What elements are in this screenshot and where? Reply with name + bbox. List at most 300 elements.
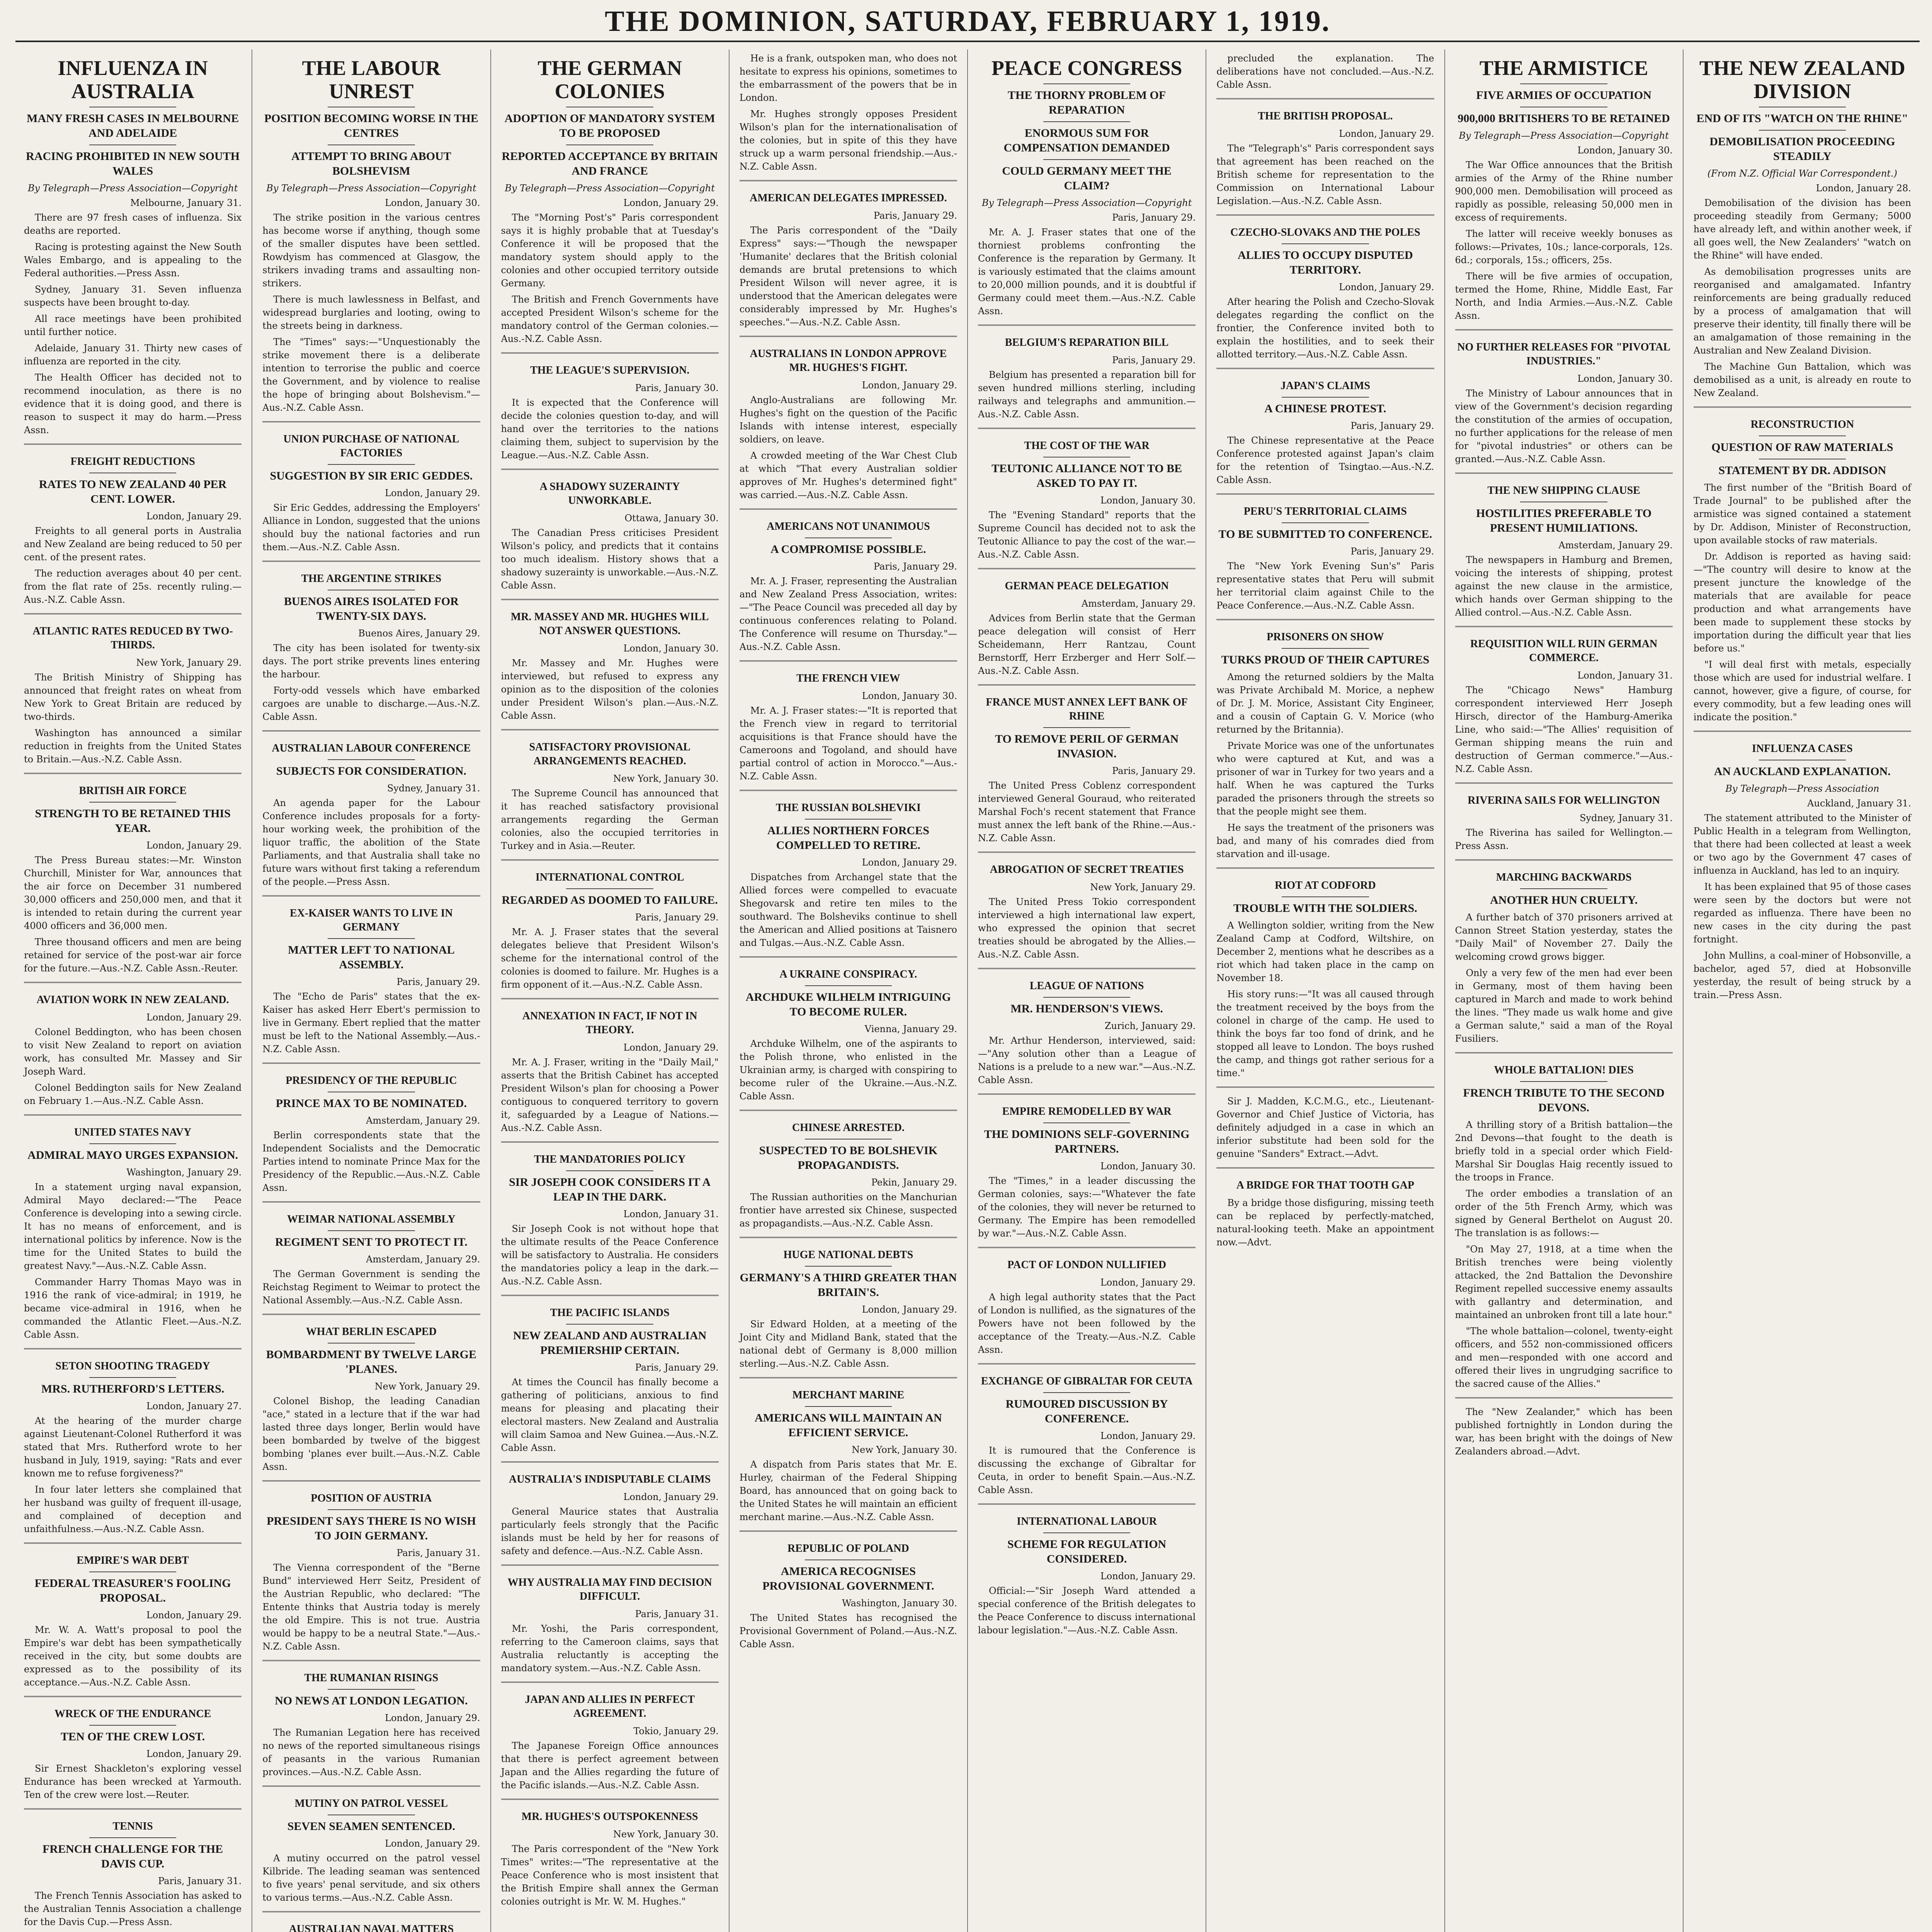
article-divider [740,180,957,181]
article-paragraph: The Ministry of Labour announces that in view of the Government's decision regarding the constitution of the armies of occupation, no further applications for the release of men for "pivotal industries" or others can be granted.—Aus.-N.Z. Cable Assn. [1455,388,1673,464]
article-headline: RIOT AT CODFORD [1275,879,1376,891]
article-headline: PRESIDENCY OF THE REPUBLIC [286,1075,457,1087]
heading-rule [328,1343,415,1344]
article-byline: By Telegraph—Press Association [1725,783,1879,794]
article-paragraph: Mr. A. J. Fraser, writing in the "Daily Mail," asserts that the British Cabinet has accepted President Wilson's plan for choosing a Power contiguous to conquered territory to govern it, safeguarded by a League of Nations.—Aus.-N.Z. Cable Assn. [501,1057,719,1133]
heading-rule [1520,888,1607,889]
article [740,1377,957,1524]
article-paragraph: There will be five armies of occupation, termed the Home, Rhine, Middle East, Far North, and India Armies.—Aus.-N.Z. Cable Assn. [1455,271,1673,321]
article-paragraph: Sir J. Madden, K.C.M.G., etc., Lieutenant-Governor and Chief Justice of Victoria, has definitely adjudged in a case in which an inferior substitute had been sold for the genuine "Sanders" Extract.—Advt. [1216,1096,1434,1159]
article-paragraph: Private Morice was one of the unfortunates who were captured at Kut, and was a prisoner of war in Turkey for two years and a half. When he was captured the Turks paraded the prisoners through the streets so that the people might see them. [1216,740,1434,817]
article-subheading: ANOTHER HUN CRUELTY. [1490,894,1638,906]
article-paragraph: A high legal authority states that the Pact of London is nullified, as the signatures of the Powers have not been followed by the acceptance of the Treaty.—Aus.-N.Z. Cable Assn. [978,1292,1196,1355]
article-paragraph: Commander Harry Thomas Mayo was in 1916 the rank of vice-admiral; in 1919, he became vice-admiral in 1916, when he commanded the Atlantic Fleet.—Aus.-N.Z. Cable Assn. [24,1277,242,1340]
article-subheading: SIR JOSEPH COOK CONSIDERS IT A LEAP IN THE DARK. [509,1176,711,1203]
article-divider [740,336,957,337]
heading-rule [805,1406,892,1407]
article-subheading: TO BE SUBMITTED TO CONFERENCE. [1218,528,1432,541]
article-divider [1455,782,1673,784]
article [1216,1087,1434,1160]
article-paragraph: The British and French Governments have accepted President Wilson's scheme for the mandatory control of the German colonies.—Aus.-N.Z. Cable Assn. [501,294,719,344]
article-paragraph: The "Echo de Paris" states that the ex-Kaiser has asked Herr Ebert's permission to live in Germany. Ebert replied that the matter must be left to the National Assembly.—Aus.-N.Z. Cable Assn. [262,991,480,1054]
newspaper-masthead [0,0,1932,44]
article-paragraph: The Paris correspondent of the "Daily Express" says:—"Though the newspaper 'Humanite' declares that the British colonial demands are brutal pretensions to which President Wilson will never agree, it is understood that the American delegates were considerably impressed by Mr. Hughes's speeches."—Aus.-N.Z. Cable Assn. [739,225,957,328]
article-dateline: London, January 29. [385,488,480,498]
article [262,1063,480,1194]
heading-rule [1759,130,1846,131]
heading-rule [1043,1392,1130,1393]
article [501,859,719,991]
heading-rule [1759,435,1846,436]
column-1 [14,49,252,1932]
heading-rule [805,537,892,538]
article-headline: MARCHING BACKWARDS [1496,871,1632,883]
article-dateline: London, January 31. [1577,670,1673,681]
article-byline: By Telegraph—Press Association—Copyright [505,183,715,194]
article-subheading: RUMOURED DISCUSSION BY CONFERENCE. [1005,1398,1168,1425]
article-dateline: Paris, January 29. [1112,355,1196,366]
article-paragraph: The Canadian Press criticises President Wilson's policy, and predicts that it contains too much idealism. History shows that a shadowy suzerainty is unworkable.—Aus.-N.Z. Cable Assn. [501,527,719,591]
article-divider [1455,626,1673,627]
article-divider [1455,329,1673,330]
article-divider [1455,473,1673,474]
article-dateline: London, January 29. [146,1748,242,1759]
article [1216,214,1434,361]
article-paragraph: The "New Zealander," which has been published fortnightly in London during the war, has been bright with the doings of New Zealanders abroad.—Advt. [1455,1406,1673,1457]
article-paragraph: The "Chicago News" Hamburg correspondent interviewed Herr Joseph Hirsch, director of the Hamburg-Amerika Line, who said:—"The Allies' requisition of German shipping means the ruin and destruction of German commerce."—Aus.-N.Z. Cable Assn. [1455,685,1673,774]
article [740,52,957,173]
article-paragraph: At the hearing of the murder charge against Lieutenant-Colonel Rutherford it was stated that Mrs. Rutherford wrote to her husband in July, 1919, saying: "Rats and ever known me to refuse forgiveness?" [24,1415,242,1479]
article-headline: PACT OF LONDON NULLIFIED [1007,1259,1167,1271]
article-paragraph: A crowded meeting of the War Chest Club at which "That every Australian soldier approves of Mr. Hughes's determined fight" was carried.—Aus.-N.Z. Cable Assn. [739,450,957,500]
article-dateline: New York, January 29. [136,657,242,668]
article-dateline: London, January 30. [1100,495,1196,506]
article-paragraph: Colonel Beddington, who has been chosen to visit New Zealand to report on aviation work, has consulted Mr. Massey and Sir Joseph Ward. [24,1027,242,1077]
article-paragraph: Mr. Yoshi, the Paris correspondent, referring to the Cameroon claims, says that Australia reluctantly is accepting the mandatory system.—Aus.-N.Z. Cable Assn. [501,1623,719,1673]
article-headline: HUGE NATIONAL DEBTS [783,1249,913,1261]
article-subheading: COULD GERMANY MEET THE CLAIM? [1002,165,1172,192]
article-paragraph: Colonel Bishop, the leading Canadian "ace," stated in a lecture that if the war had lasted three days longer, Berlin would have been bombarded by twelve of the biggest bombing 'planes ever built.—Aus.-N.Z. Cable Assn. [262,1396,480,1472]
article-headline: INFLUENZA IN AUSTRALIA [58,56,208,103]
article [740,790,957,949]
article [1216,493,1434,612]
article [978,325,1196,421]
article-headline: GERMAN PEACE DELEGATION [1005,580,1169,592]
article-paragraph: There are 97 fresh cases of influenza. Six deaths are reported. [24,212,242,236]
article-dateline: London, January 30. [1100,1161,1196,1172]
article-subheading: FIVE ARMIES OF OCCUPATION [1476,89,1651,102]
article-paragraph: The Machine Gun Battalion, which was demobilised as a unit, is already en route to New Zealand. [1693,361,1911,398]
article-divider [1216,493,1434,495]
article-headline: ATLANTIC RATES REDUCED BY TWO-THIRDS. [32,625,233,651]
article-paragraph: His story runs:—"It was all caused through the treatment received by the boys from the colonel in charge of the camp. He used to think the boys far too fond of drink, and he stopped all leave to London. The boys rushed the camp, and things got rather serious for a time." [1216,989,1434,1078]
article [501,1295,719,1454]
article-subheading: AMERICA RECOGNISES PROVISIONAL GOVERNMENT. [762,1565,934,1592]
article-headline: THE LABOUR UNREST [302,56,441,103]
article-headline: NO FURTHER RELEASES FOR "PIVOTAL INDUSTRIES." [1457,341,1671,367]
article-dateline: Amsterdam, January 29. [1558,540,1673,551]
article-divider [501,729,719,730]
article-divider [740,956,957,957]
article-paragraph: Sir Edward Holden, at a meeting of the Joint City and Midland Bank, stated that the national debt of Germany is 8,000 million sterling.—Aus.-N.Z. Cable Assn. [739,1319,957,1369]
article-headline: THE RUSSIAN BOLSHEVIKI [776,802,921,814]
article-headline: EMPIRE'S WAR DEBT [77,1554,189,1566]
article-dateline: Paris, January 29. [1350,546,1434,557]
article [24,1696,242,1801]
article-paragraph: Dr. Addison is reported as having said:—"The country will desire to know at the present juncture the knowledge of the materials that are available for peace production and what arrangements have been made to supplement these stocks by importation during the difficult year that lies before us." [1693,551,1911,654]
article-paragraph: The strike position in the various centres has become worse if anything, though some of the smaller disputes have been settled. Rowdyism has commenced at Glasgow, the strikers invading trams and assaulting non-strikers. [262,212,480,289]
article-paragraph: precluded the explanation. The deliberations have not concluded.—Aus.-N.Z. Cable Assn. [1216,53,1434,90]
article [740,1110,957,1230]
article-dateline: Paris, January 31. [158,1876,242,1886]
article-divider [1455,1052,1673,1053]
article-subheading: SCHEME FOR REGULATION CONSIDERED. [1007,1538,1167,1565]
article-headline: SATISFACTORY PROVISIONAL ARRANGEMENTS REACHED. [529,741,690,767]
article-subheading: NO NEWS AT LONDON LEGATION. [275,1694,468,1707]
article [262,895,480,1056]
article [24,1543,242,1689]
article-paragraph: Demobilisation of the division has been proceeding steadily from Germany; 5000 have already left, and within another week, if all goes well, the New Zealanders' "watch on the Rhine" will have ended. [1693,197,1911,261]
column-2 [252,49,490,1932]
article-dateline: London, January 29. [146,840,242,851]
heading-rule [328,464,415,465]
article-dateline: London, January 29. [862,857,957,868]
article-paragraph: A dispatch from Paris states that Mr. E. Hurley, chairman of the Federal Shipping Board, has announced that on going back to the United States he will maintain an efficient merchant marine.—Aus.-N.Z. Cable Assn. [739,1459,957,1522]
article-dateline: Paris, January 30. [635,383,719,393]
article-paragraph: Belgium has presented a reparation bill for seven hundred millions sterling, including railways and telegraphs and ammunition.—Aus.-N.Z. Cable Assn. [978,369,1196,420]
article [262,730,480,888]
article-headline: INTERNATIONAL LABOUR [1017,1515,1157,1527]
article-dateline: New York, January 29. [374,1381,480,1392]
article-divider [501,1682,719,1683]
article-dateline: Paris, January 31. [396,1548,480,1558]
article-paragraph: The United Press Coblenz correspondent interviewed General Gouraud, who reiterated Marshal Foch's recent statement that France must annex the left bank of the Rhine.—Aus.-N.Z. Cable Assn. [978,780,1196,844]
article [1455,1397,1673,1458]
article-divider [740,1531,957,1532]
article-subheading: TO REMOVE PERIL OF GERMAN INVASION. [995,733,1179,760]
article-paragraph: Mr. W. A. Watt's proposal to pool the Empire's war debt has been sympathetically received in the city, but some doubts are expressed as to the possibility of its acceptance.—Aus.-N.Z. Cable Assn. [24,1624,242,1688]
heading-rule [566,1324,653,1325]
article-subheading: REPORTED ACCEPTANCE BY BRITAIN AND FRANCE [502,150,718,177]
article-paragraph: The "New York Evening Sun's" Paris representative states that Peru will submit her territorial claim against Chile to the Peace Conference.—Aus.-N.Z. Cable Assn. [1216,561,1434,611]
article-divider [501,1141,719,1143]
article-paragraph: Among the returned soldiers by the Malta was Private Archibald M. Morice, a nephew of Dr. J. M. Morice, Assistant City Engineer, and a cousin of Captain G. V. Morice (who returned by the Britannia). [1216,672,1434,735]
article-divider [978,568,1196,569]
article-headline: THE FRENCH VIEW [796,672,900,684]
heading-rule [805,1266,892,1267]
article [740,956,957,1103]
article-headline: MUTINY ON PATROL VESSEL [294,1798,448,1810]
article-headline: PERU'S TERRITORIAL CLAIMS [1243,505,1407,517]
article-dateline: Zurich, January 29. [1104,1020,1196,1031]
article-divider [262,421,480,422]
article-divider [1216,1167,1434,1168]
article-divider [501,469,719,470]
article [1216,619,1434,861]
article-byline: By Telegraph—Press Association—Copyright [1459,130,1669,141]
article-divider [740,1377,957,1378]
article-divider [501,352,719,354]
article-dateline: London, January 30. [623,643,719,654]
article-paragraph: Sir Joseph Cook is not without hope that the ultimate results of the Peace Conference will be satisfactory to Australia. He considers the mandatories policy a leap in the dark.—Aus.-N.Z. Cable Assn. [501,1223,719,1287]
heading-rule [805,985,892,986]
heading-rule [566,1170,653,1171]
article [1694,56,1911,400]
article-paragraph: Sir Ernest Shackleton's exploring vessel Endurance has been wrecked at Yarmouth. Ten of the crew were lost.—Reuter. [24,1763,242,1800]
heading-rule [89,1377,176,1378]
article-paragraph: Mr. A. J. Fraser states that one of the thorniest problems confronting the Conference is the reparation by Germany. It is variously estimated that the claims amount to 20,000 million pounds, and it is doubtful if Germany could meet them.—Aus.-N.Z. Cable Assn. [978,227,1196,316]
article-divider [978,1503,1196,1505]
article-paragraph: "I will deal first with metals, especially those which are used for industrial welfare. I cannot, however, give a figure, of course, for every commodity, but a few leading ones will indicate the position." [1693,659,1911,723]
article-paragraph: He says the treatment of the prisoners was bad, and many of his comrades died from starvation and ill-usage. [1216,822,1434,859]
article-headline: INFLUENZA CASES [1752,743,1853,755]
article-headline: AUSTRALIA'S INDISPUTABLE CLAIMS [509,1473,711,1485]
article-paragraph: John Mullins, a coal-miner of Hobsonville, a bachelor, aged 57, died at Hobsonville yesterday, the result of being struck by a train.—Press Assn. [1693,950,1911,1000]
article [1455,56,1673,322]
article [1216,52,1434,91]
article-subheading: RACING PROHIBITED IN NEW SOUTH WALES [26,150,240,177]
article-paragraph: He is a frank, outspoken man, who does not hesitate to express his opinions, sometimes to the embarrassment of the powers that be in London. [739,53,957,103]
article-paragraph: The "Times," in a leader discussing the German colonies, says:—"Whatever the fate of the colonies, they will never be returned to Germany. The Empire has been remodelled by war."—Aus.-N.Z. Cable Assn. [978,1175,1196,1239]
article-headline: FREIGHT REDUCTIONS [70,456,195,468]
article-dateline: London, January 29. [1100,1571,1196,1582]
article [501,1682,719,1792]
article-dateline: Sydney, January 31. [1580,813,1673,823]
article-paragraph: The "Telegraph's" Paris correspondent says that agreement has been reached on the British scheme for representation to the Commission on International Labour Legislation.—Aus.-N.Z. Cable Assn. [1216,143,1434,206]
article-headline: RECONSTRUCTION [1750,418,1854,430]
article-headline: A UKRAINE CONSPIRACY. [779,968,917,980]
article [262,1480,480,1653]
article [1694,731,1911,1002]
article-subheading: ATTEMPT TO BRING ABOUT BOLSHEVISM [291,150,451,177]
article-headline: AUSTRALIANS IN LONDON APPROVE MR. HUGHES'S FIGHT. [750,348,947,374]
article [501,599,719,722]
article-subheading: PRESIDENT SAYS THERE IS NO WISH TO JOIN GERMANY. [267,1515,476,1542]
article [978,684,1196,845]
article-paragraph: Washington has announced a similar reduction in freights from the United States to Britain.—Aus.-N.Z. Cable Assn. [24,728,242,765]
article-subheading: MANY FRESH CASES IN MELBOURNE AND ADELAIDE [27,112,239,139]
article-byline: By Telegraph—Press Association—Copyright [27,183,238,194]
article-paragraph: Official:—"Sir Joseph Ward attended a special conference of the British delegates to the Peace Conference to discuss international labour legislation."—Aus.-N.Z. Cable Assn. [978,1585,1196,1636]
article-divider [978,852,1196,853]
article-paragraph: An agenda paper for the Labour Conference includes proposals for a forty-hour working week, the prohibition of the liquor traffic, the abolition of the State Parliaments, and that Australia shall take no future wars without first taking a referendum of the people.—Press Assn. [262,798,480,887]
article-headline: EMPIRE REMODELLED BY WAR [1002,1105,1172,1117]
article-divider [24,1348,242,1349]
article-paragraph: It has been explained that 95 of those cases were seen by the doctors but were not regarded as influenza. There have been no new cases in the city during the past fortnight. [1693,881,1911,945]
article-byline: (From N.Z. Official War Correspondent.) [1707,168,1897,179]
article-subheading: MR. HENDERSON'S VIEWS. [1010,1002,1163,1015]
article-dateline: Paris, January 29. [873,210,957,221]
article-dateline: London, January 30. [1577,373,1673,384]
article [24,56,242,437]
article [1216,1167,1434,1249]
article-dateline: London, January 30. [1577,145,1673,156]
article [740,660,957,783]
heading-rule [328,1689,415,1690]
article-divider [24,982,242,983]
article-paragraph: Mr. Massey and Mr. Hughes were interviewed, but refused to express any opinion as to the disposition of the colonies under President Wilson's plan.—Aus.-N.Z. Cable Assn. [501,658,719,721]
article-divider [24,444,242,445]
article-byline: By Telegraph—Press Association—Copyright [266,183,476,194]
article-headline: SETON SHOOTING TRAGEDY [55,1360,210,1372]
article-divider [24,1696,242,1697]
article [501,729,719,852]
article [262,1201,480,1307]
article [262,1660,480,1779]
article-headline: WHY AUSTRALIA MAY FIND DECISION DIFFICULT. [507,1577,712,1602]
article-paragraph: The German Government is sending the Reichstag Regiment to Weimar to protect the National Assembly.—Aus.-N.Z. Cable Assn. [262,1269,480,1306]
article-subheading: TROUBLE WITH THE SOLDIERS. [1233,902,1417,915]
column-7 [1444,49,1683,1932]
article-dateline: London, January 29. [146,511,242,522]
article-paragraph: There is much lawlessness in Belfast, and widespread burglaries and looting, owing to the streets being in darkness. [262,294,480,331]
heading-rule [1282,522,1369,523]
article-divider [740,1237,957,1238]
article-dateline: London, January 29. [862,1304,957,1315]
article-headline: UNITED STATES NAVY [74,1126,192,1138]
article-paragraph: A mutiny occurred on the patrol vessel Kilbride. The leading seaman was sentenced to five years' penal servitude, and six others to various terms.—Aus.-N.Z. Cable Assn. [262,1853,480,1903]
article-subheading: ENORMOUS SUM FOR COMPENSATION DEMANDED [1003,127,1170,154]
article-headline: THE PACIFIC ISLANDS [550,1307,670,1319]
heading-rule [1043,83,1130,84]
article-headline: RIVERINA SAILS FOR WELLINGTON [1468,794,1660,806]
article-paragraph: The statement attributed to the Minister of Public Health in a telegram from Wellington, that there had been collected at least a week or two ago by the Government 47 cases of influenza in Auckland, has led to an inquiry. [1693,813,1911,876]
article-headline: MR. HUGHES'S OUTSPOKENNESS [521,1811,698,1823]
article-headline: WHOLE BATTALION! DIES [1494,1064,1634,1076]
article-headline: REPUBLIC OF POLAND [787,1543,909,1554]
article-dateline: London, January 28. [1816,183,1911,194]
article-subheading: AN AUCKLAND EXPLANATION. [1714,765,1891,778]
heading-rule [1043,997,1130,998]
article-dateline: New York, January 30. [852,1444,957,1455]
article-divider [262,1314,480,1315]
heading-rule [1282,648,1369,649]
article-dateline: Buenos Aires, January 29. [358,628,480,639]
article-dateline: Amsterdam, January 29. [1081,598,1196,609]
article-divider [262,1201,480,1202]
article-divider [24,1808,242,1810]
article-paragraph: Only a very few of the men had ever been in Germany, most of them having been captured in March and made to work behind the lines. "They made us walk home and give a German salute," said a man of the Royal Fusiliers. [1455,968,1673,1044]
article-paragraph: The Russian authorities on the Manchurian frontier have arrested six Chinese, suspected as propagandists.—Aus.-N.Z. Cable Assn. [739,1192,957,1229]
article-paragraph: It is rumoured that the Conference is discussing the exchange of Gibraltar for Ceuta, in order to benefit Spain.—Aus.-N.Z. Cable Assn. [978,1445,1196,1495]
column-5 [967,49,1206,1932]
article-divider [1455,1397,1673,1398]
article-divider [1216,1087,1434,1088]
article-dateline: New York, January 29. [1090,882,1196,893]
article-headline: THE ARGENTINE STRIKES [301,573,442,585]
article-headline: ABROGATION OF SECRET TREATIES [990,864,1184,876]
article-subheading: SUGGESTION BY SIR ERIC GEDDES. [270,469,473,482]
article [24,1114,242,1341]
article-headline: BELGIUM'S REPARATION BILL [1005,337,1169,349]
article-headline: PRISONERS ON SHOW [1267,631,1384,643]
heading-rule [1043,1532,1130,1533]
article-headline: REQUISITION WILL RUIN GERMAN COMMERCE. [1470,638,1658,664]
article-subheading: TURKS PROUD OF THEIR CAPTURES [1221,653,1430,666]
heading-rule [89,802,176,803]
article-paragraph: The "Evening Standard" reports that the Supreme Council has decided not to ask the Teutonic Alliance to pay the cost of the war.—Aus.-N.Z. Cable Assn. [978,510,1196,560]
article-paragraph: The latter will receive weekly bonuses as follows:—Privates, 10s.; lance-corporals, 12s. 6d.; corporals, 15s.; officers, 25s. [1455,228,1673,265]
article-paragraph: The War Office announces that the British armies of the Army of the Rhine number 900,000 men. Demobilisation will proceed as rapidly as possible, releasing 50,000 men in excess of requirements. [1455,160,1673,223]
article-subheading: MRS. RUTHERFORD'S LETTERS. [41,1383,224,1395]
article-divider [1216,368,1434,369]
article-divider [978,1094,1196,1095]
article-paragraph: In four later letters she complained that her husband was guilty of frequent ill-usage, and complained of deception and unfaithfulness.—Aus.-N.Z. Cable Assn. [24,1484,242,1534]
article-dateline: London, January 29. [146,1610,242,1621]
article-dateline: Paris, January 29. [396,976,480,987]
article [1455,329,1673,466]
article [1455,859,1673,1045]
article-headline: THE MANDATORIES POLICY [534,1153,686,1165]
article [262,1314,480,1473]
heading-rule [1043,1122,1130,1123]
article-paragraph: Racing is protesting against the New South Wales Embargo, and is appealing to the Federal authorities.—Press Assn. [24,242,242,279]
article-divider [24,613,242,614]
article-subheading: SEVEN SEAMEN SENTENCED. [287,1820,456,1833]
article-divider [262,1480,480,1481]
article-subheading: A COMPROMISE POSSIBLE. [770,543,926,556]
article-subheading: POSITION BECOMING WORSE IN THE CENTRES [264,112,478,139]
article-subheading: TEUTONIC ALLIANCE NOT TO BE ASKED TO PAY IT. [992,462,1182,490]
article-divider [24,773,242,774]
article-subheading: ALLIES TO OCCUPY DISPUTED TERRITORY. [1238,249,1413,276]
article-divider [740,790,957,791]
article-paragraph: It is expected that the Conference will decide the colonies question to-day, and will hand over the territories to the nations claiming them, subject to supervision by the League.—Aus.-N.Z. Cable Assn. [501,397,719,461]
heading-rule [1520,1081,1607,1082]
article-paragraph: At times the Council has finally become a gathering of politicians, anxious to find means for pleasing and placating their electoral masters. New Zealand and Australia will claim Samoa and New Guinea.—Aus.-N.Z. Cable Assn. [501,1377,719,1453]
article-paragraph: The French Tennis Association has asked to the Australian Tennis Association a challenge for the Davis Cup.—Press Assn. [24,1890,242,1927]
article-headline: CHINESE ARRESTED. [792,1122,905,1134]
article-divider [978,1363,1196,1364]
article-dateline: London, January 29. [385,1713,480,1723]
heading-rule [1043,159,1130,160]
article-subheading: ALLIES NORTHERN FORCES COMPELLED TO RETIRE. [767,824,929,852]
article-divider [740,1110,957,1111]
article-dateline: New York, January 30. [613,1829,719,1840]
article-paragraph: The Rumanian Legation here has received no news of the reported simultaneous risings of peasants in the various Rumanian provinces.—Aus.-N.Z. Cable Assn. [262,1727,480,1777]
article-paragraph: Freights to all general ports in Australia and New Zealand are being reduced to 50 per cent. of the present rates. [24,526,242,563]
article-divider [262,895,480,896]
article-dateline: London, January 30. [862,690,957,701]
article-divider [1216,214,1434,216]
article [978,852,1196,961]
heading-rule [1520,83,1607,84]
article-paragraph: "The whole battalion—colonel, twenty-eight officers, and 552 non-commissioned officers and men—responded with one accord and offered their lives in ungrudging sacrifice to the sacred cause of the Allies." [1455,1326,1673,1389]
article-subheading: STATEMENT BY DR. ADDISON [1718,464,1886,477]
article [1455,782,1673,852]
article [501,1461,719,1558]
column-3 [490,49,729,1932]
article-paragraph: The "Times" says:—"Unquestionably the strike movement there is a deliberate intention to terrorise the public and coerce the Government, and by violence to realise the hope of bringing about Bolshevism."—Aus.-N.Z. Cable Assn. [262,337,480,413]
article-subheading: NEW ZEALAND AND AUSTRALIAN PREMIERSHIP CERTAIN. [513,1329,707,1357]
article-dateline: London, January 29. [146,1012,242,1023]
article-paragraph: The reduction averages about 40 per cent. from the flat rate of 25s. recently ruling.—Aus.-N.Z. Cable Assn. [24,568,242,605]
heading-rule [89,1837,176,1838]
heading-rule [1282,896,1369,897]
article-headline: AVIATION WORK IN NEW ZEALAND. [36,994,229,1006]
article-dateline: London, January 29. [1100,1430,1196,1441]
article-dateline: Washington, January 29. [126,1167,242,1178]
article [501,1141,719,1288]
article-paragraph: The first number of the "British Board of Trade Journal" to be published after the armistice was signed contained a statement by Dr. Addison, Minister of Reconstruction, upon available stocks of raw materials. [1693,482,1911,546]
article [1455,626,1673,776]
article [262,56,480,414]
article [501,469,719,592]
article-paragraph: The Health Officer has decided not to recommend inoculation, as there is no evidence that it is doing good, and there is reason to suspect it may do harm.—Press Assn. [24,372,242,435]
article-headline: MERCHANT MARINE [792,1389,905,1401]
article-dateline: Melbourne, January 31. [130,197,242,208]
article-headline: EX-KAISER WANTS TO LIVE IN GERMANY [290,907,453,933]
